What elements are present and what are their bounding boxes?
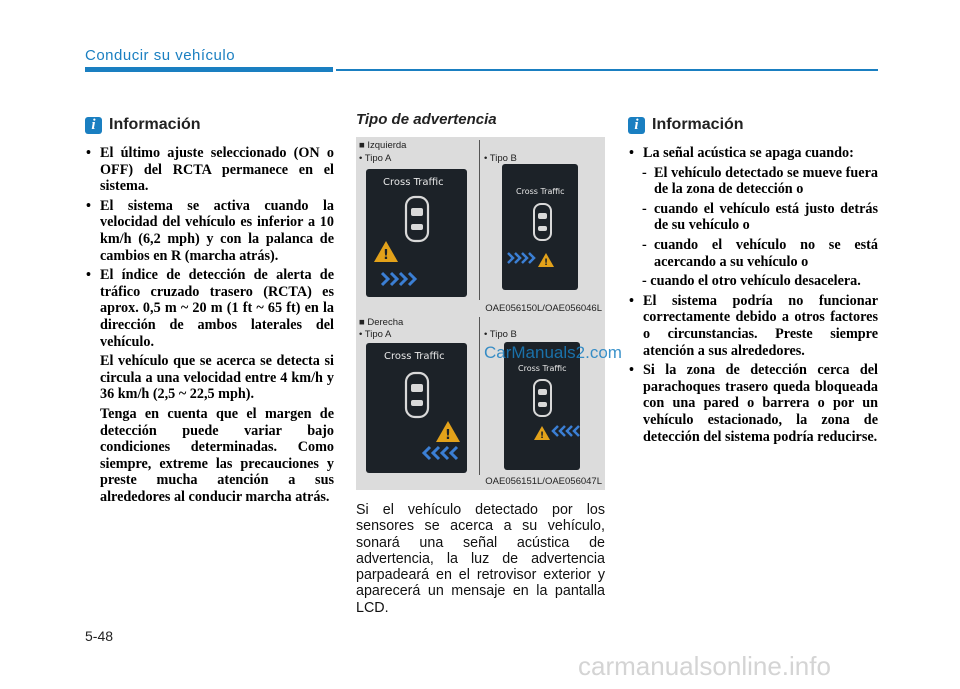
list-item: - cuando el vehículo está justo detrás de su vehículo o [642, 200, 878, 234]
list-item: • El sistema se activa cuando la velocidad del vehículo es inferior a 10 km/h (6,2 mph) y con la palanca de cambios en R (marcha atrás). [85, 198, 334, 264]
figure-divider [479, 317, 480, 475]
info-heading-label: Información [652, 116, 744, 133]
footer-watermark: carmanualsonline.info [578, 651, 831, 681]
cluster-screen-type-a [366, 169, 467, 297]
type-b-label: • Tipo B [484, 329, 517, 340]
car-icon [406, 197, 428, 241]
warning-paragraph: Si el vehículo detectado por los sensores se acerca a su vehículo, sonará una señal acústica de advertencia, la luz de advertencia parpadeará en el retrovisor exterior y aparecerá un mensaje en la pantalla LCD. [356, 502, 605, 616]
info-icon: i [628, 117, 645, 134]
warning-triangle-icon [374, 241, 398, 263]
screen-title: Cross Traffic [384, 351, 445, 362]
info-heading-left [85, 116, 201, 134]
list-item: • El último ajuste seleccionado (ON o OFF) del RCTA permanece en el sistema. [85, 145, 334, 195]
chevrons-left-icon [553, 426, 579, 436]
list-item: - cuando el otro vehículo desacelera. [642, 273, 861, 290]
warning-triangle-icon [436, 421, 460, 443]
car-icon [406, 373, 428, 417]
warning-type-title: Tipo de advertencia [356, 111, 497, 128]
screen-title: Cross Traffic [516, 187, 565, 196]
figure-side-label: ■ Izquierda [359, 140, 407, 151]
car-icon [534, 380, 551, 416]
chevrons-right-icon [508, 253, 534, 263]
right-column [628, 145, 878, 448]
figure-right-warning [356, 314, 605, 490]
list-item-text: cuando el vehículo está justo detrás de su vehículo o [654, 200, 878, 234]
figure-code: OAE056151L/OAE056047L [485, 476, 602, 487]
svg-text:!: ! [383, 248, 389, 263]
paragraph: El vehículo que se acerca se detecta si circula a una velocidad entre 4 km/h y 36 km/h (2,5 ~ 22,5 mph). [100, 353, 334, 403]
left-column [85, 145, 334, 508]
type-b-label: • Tipo B [484, 153, 517, 164]
figure-divider [479, 140, 480, 300]
type-a-label: • Tipo A [359, 153, 392, 164]
screen-title: Cross Traffic [383, 177, 444, 188]
section-title: Conducir su vehículo [85, 47, 236, 64]
list-item: • La señal acústica se apaga cuando: [628, 145, 878, 162]
page-number: 5-48 [85, 628, 114, 644]
car-warning-graphic [366, 169, 467, 297]
header-rule-accent [85, 67, 333, 72]
info-icon: i [85, 117, 102, 134]
info-heading-label: Información [109, 116, 201, 133]
car-warning-graphic [502, 164, 578, 290]
warning-triangle-icon [538, 253, 554, 268]
list-item: • Si la zona de detección cerca del parachoques trasero queda bloqueada con una pared o barrera o por un vehículo estacionado, la zona de detección del sistema podría reducirse. [628, 362, 878, 445]
chevrons-left-icon [424, 447, 457, 459]
info-heading-right [628, 116, 744, 134]
figure-code: OAE056150L/OAE056046L [485, 303, 602, 314]
type-a-label: • Tipo A [359, 329, 392, 340]
figure-left-warning [356, 137, 605, 316]
list-item-text: cuando el vehículo no se está acercando a su vehículo o [654, 236, 878, 270]
warning-triangle-icon [534, 426, 550, 441]
paragraph: Tenga en cuenta que el margen de detección puede variar bajo condiciones determinadas. Como siempre, extreme las precauciones y preste mucha atención a sus alrededores al conducir marcha atrás. [100, 405, 334, 505]
watermark: CarManuals2.com [484, 343, 622, 362]
header-rule [336, 69, 878, 71]
list-item: • El índice de detección de alerta de tráfico cruzado trasero (RCTA) es aprox. 0,5 m ~ 20 m (1 ft ~ 65 ft) en la dirección de ambos laterales del vehículo. [85, 267, 334, 350]
cluster-screen-type-b [502, 164, 578, 290]
chevrons-right-icon [382, 273, 415, 285]
list-item: • El sistema podría no funcionar correctamente debido a otros factores o circunstancias. Preste siempre atención a sus alrededores. [628, 293, 878, 359]
list-item: - El vehículo detectado se mueve fuera de la zona de detección o [642, 164, 878, 198]
svg-text:!: ! [543, 258, 549, 268]
svg-text:!: ! [539, 431, 545, 441]
screen-title: Cross Traffic [518, 364, 567, 373]
list-item-text: El vehículo detectado se mueve fuera de la zona de detección o [654, 164, 878, 198]
figure-side-label: ■ Derecha [359, 317, 404, 328]
list-item: - cuando el vehículo no se está acercando a su vehículo o [642, 236, 878, 270]
svg-text:!: ! [445, 428, 451, 443]
car-warning-graphic [366, 343, 467, 473]
car-icon [534, 204, 551, 240]
cluster-screen-type-a [366, 343, 467, 473]
